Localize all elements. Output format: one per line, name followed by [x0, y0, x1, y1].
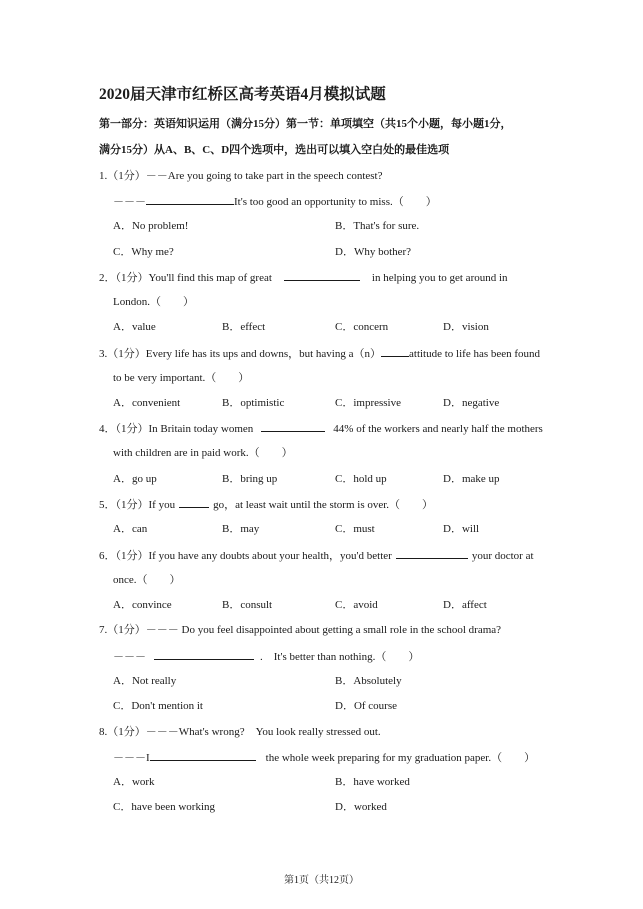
option-a: A．can	[113, 523, 148, 535]
dialogue-dash: －－－I	[113, 752, 150, 764]
question-8-line-2	[113, 750, 535, 765]
question-7-line-2	[113, 649, 419, 664]
question-2-stem-end: in helping you to get around in	[371, 272, 508, 284]
question-5-stem	[99, 497, 433, 512]
answer-blank	[381, 346, 409, 357]
option-a: A．No problem!	[113, 220, 189, 232]
question-6-stem-start: 6．（1分）If you have any doubts about your health，you'd better	[99, 550, 392, 562]
question-5-stem-start: 5．（1分）If you	[99, 499, 176, 511]
question-8-stem: 8.（1分）－－－What's wrong? You look really stressed out.	[99, 726, 381, 738]
option-d: D．will	[443, 523, 480, 535]
option-c: C．avoid	[335, 599, 378, 611]
option-b: B．consult	[222, 599, 273, 611]
section-heading-line-1: 第一部分：英语知识运用（满分15分）第一节：单项填空（共15个小题，每小题1分，	[99, 118, 512, 130]
question-3-stem	[99, 346, 540, 361]
question-4-stem	[99, 421, 543, 436]
option-d: D．vision	[443, 321, 489, 333]
option-b: B．may	[222, 523, 260, 535]
question-6-stem	[99, 548, 534, 563]
option-a: A．convenient	[113, 397, 181, 409]
question-4-stem-start: 4．（1分）In Britain today women	[99, 423, 254, 435]
dialogue-dash: －－－	[113, 651, 146, 663]
question-3-line-2: to be very important.（ ）	[113, 372, 250, 384]
option-a: A．work	[113, 776, 155, 788]
page-number-footer: 第1页（共12页）	[284, 875, 359, 886]
option-d: D．make up	[443, 473, 500, 485]
question-2-stem-start: 2．（1分）You'll find this map of great	[99, 272, 272, 284]
option-a: A．value	[113, 321, 156, 333]
option-d: D．affect	[443, 599, 487, 611]
question-6-line-2: once.（ ）	[113, 574, 181, 586]
question-7-line-2-text: . It's better than nothing.（ ）	[260, 651, 420, 663]
option-d: D．negative	[443, 397, 500, 409]
section-heading-line-2: 满分15分）从A、B、C、D四个选项中，选出可以填入空白处的最佳选项	[99, 144, 450, 156]
option-a: A．go up	[113, 473, 157, 485]
question-1-line-2-text: It's too good an opportunity to miss.（ ）	[234, 196, 437, 208]
question-7-stem: 7.（1分）－－－ Do you feel disappointed about getting a small role in the school drama?	[99, 624, 502, 636]
question-4-stem-end: 44% of the workers and nearly half the mothers	[333, 423, 543, 435]
question-8-line-2-text: the whole week preparing for my graduation paper.（ ）	[265, 752, 536, 764]
page-title: 2020届天津市红桥区高考英语4月模拟试题	[99, 86, 386, 103]
question-6-stem-end: your doctor at	[471, 550, 534, 562]
option-c: C．Why me?	[113, 246, 174, 258]
answer-blank	[154, 649, 254, 660]
answer-blank	[284, 270, 360, 281]
question-3-stem-end: attitude to life has been found	[409, 348, 541, 360]
answer-blank	[150, 750, 256, 761]
answer-blank	[396, 548, 468, 559]
question-1-line-2	[113, 194, 437, 209]
option-b: B．effect	[222, 321, 266, 333]
option-b: B．bring up	[222, 473, 278, 485]
question-5-stem-end: go，at least wait until the storm is over.（ ）	[213, 499, 434, 511]
option-b: B．optimistic	[222, 397, 285, 409]
answer-blank	[261, 421, 325, 432]
option-b: B．That's for sure.	[335, 220, 420, 232]
option-d: D．worked	[335, 801, 387, 813]
option-c: C．have been working	[113, 801, 216, 813]
dialogue-dash: －－－	[113, 196, 146, 208]
option-c: C．Don't mention it	[113, 700, 203, 712]
option-d: D．Of course	[335, 700, 398, 712]
question-3-stem-start: 3.（1分）Every life has its ups and downs，but having a（n）	[99, 348, 381, 360]
answer-blank	[146, 194, 234, 205]
question-2-stem	[99, 270, 508, 285]
question-4-line-2: with children are in paid work.（ ）	[113, 447, 293, 459]
option-c: C．must	[335, 523, 375, 535]
option-d: D．Why bother?	[335, 246, 412, 258]
option-a: A．Not really	[113, 675, 177, 687]
question-1-stem: 1.（1分）－－Are you going to take part in the speech contest?	[99, 170, 383, 182]
option-c: C．hold up	[335, 473, 387, 485]
option-c: C．concern	[335, 321, 389, 333]
answer-blank	[179, 497, 209, 508]
option-c: C．impressive	[335, 397, 401, 409]
option-b: B．have worked	[335, 776, 410, 788]
option-a: A．convince	[113, 599, 172, 611]
option-b: B．Absolutely	[335, 675, 402, 687]
question-2-line-2: London.（ ）	[113, 296, 194, 308]
